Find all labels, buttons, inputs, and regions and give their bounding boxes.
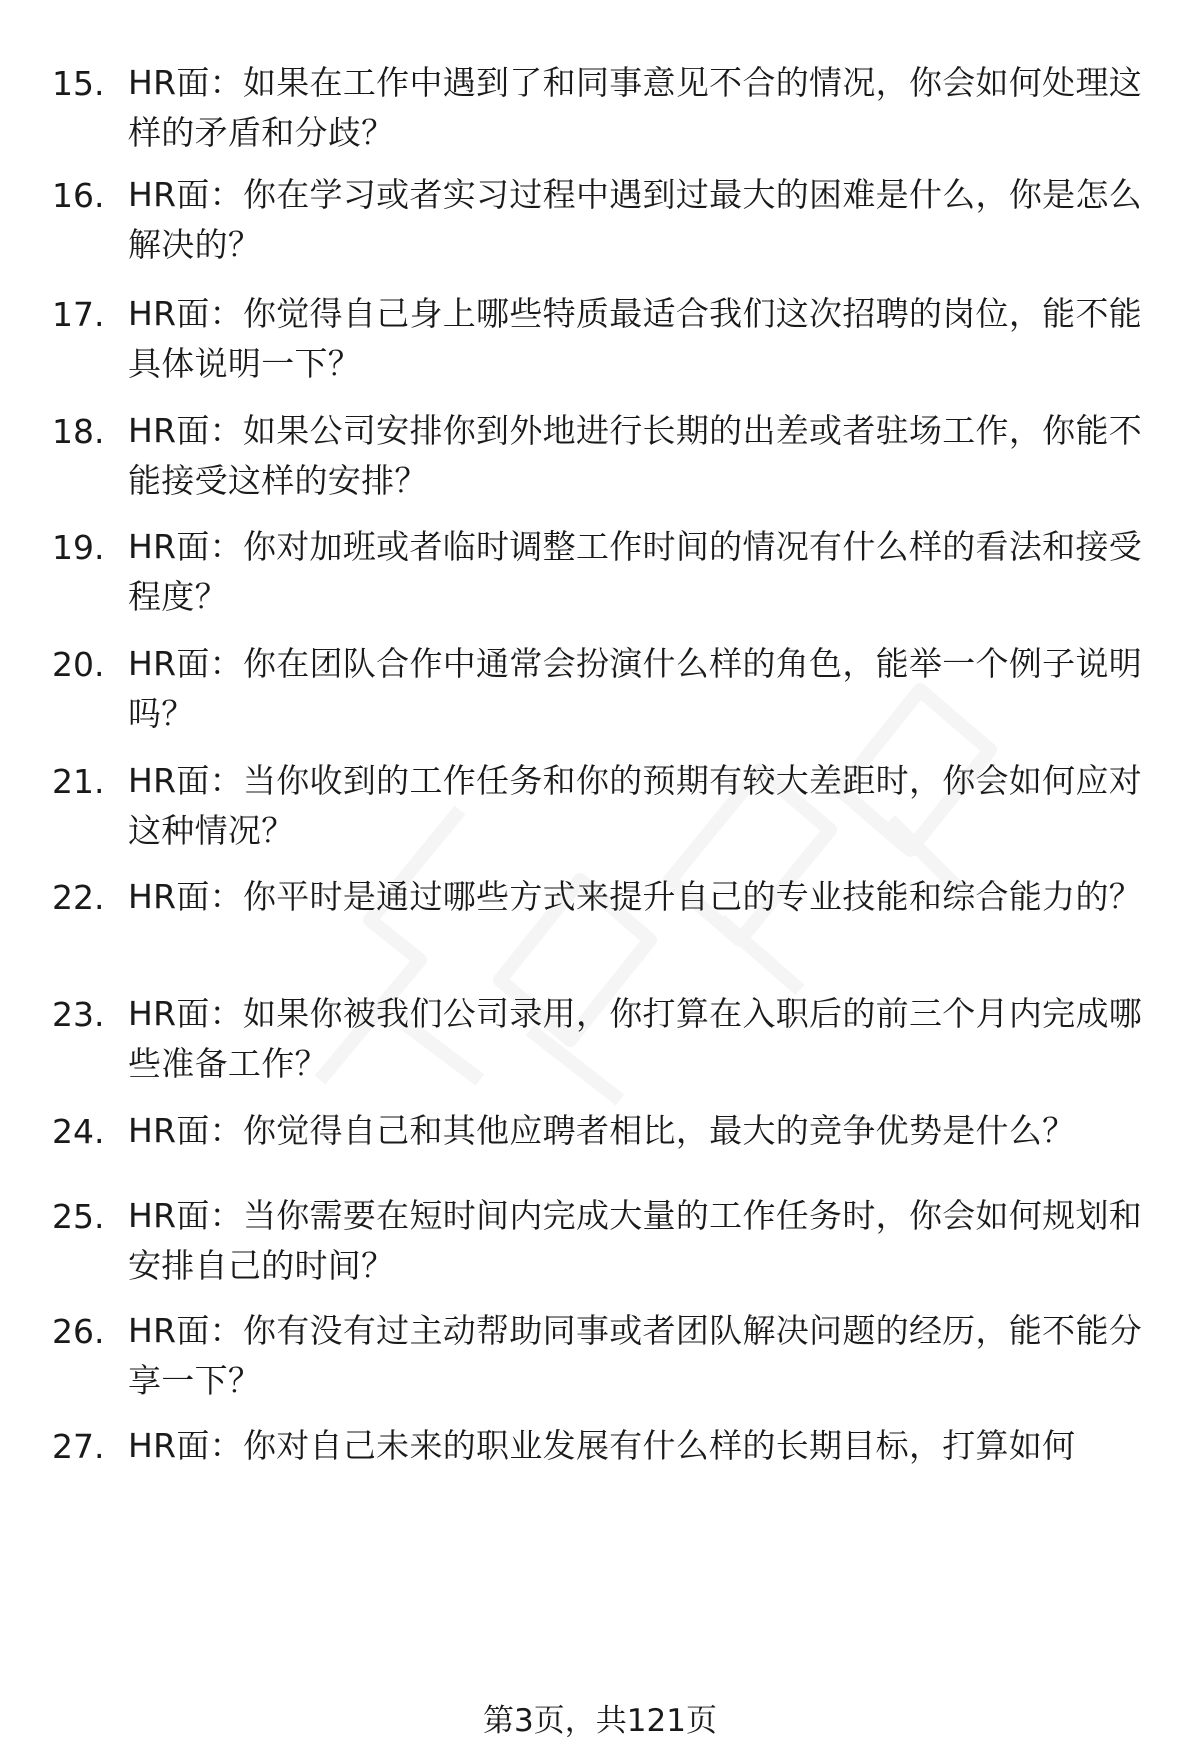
- question-text: HR面：如果在工作中遇到了和同事意见不合的情况，你会如何处理这样的矛盾和分歧？: [128, 63, 1143, 152]
- question-number: 23.: [52, 995, 105, 1034]
- question-text: HR面：当你收到的工作任务和你的预期有较大差距时，你会如何应对这种情况？: [128, 761, 1143, 850]
- question-number: 19.: [52, 528, 105, 567]
- question-text: HR面：你有没有过主动帮助同事或者团队解决问题的经历，能不能分享一下？: [128, 1311, 1143, 1400]
- question-number: 18.: [52, 412, 105, 451]
- question-item-17: [0, 289, 1200, 399]
- question-text: HR面：如果你被我们公司录用，你打算在入职后的前三个月内完成哪些准备工作？: [128, 994, 1143, 1083]
- question-number: 16.: [52, 176, 105, 215]
- question-item-22: [0, 872, 1200, 982]
- question-number: 22.: [52, 878, 105, 917]
- page-number-footer: 第3页，共121页: [483, 1703, 717, 1739]
- question-text: HR面：你在学习或者实习过程中遇到过最大的困难是什么，你是怎么解决的？: [128, 175, 1143, 264]
- question-text: HR面：你对加班或者临时调整工作时间的情况有什么样的看法和接受程度？: [128, 527, 1143, 616]
- question-text: HR面：如果公司安排你到外地进行长期的出差或者驻场工作，你能不能接受这样的安排？: [128, 411, 1143, 500]
- question-text: HR面：你觉得自己身上哪些特质最适合我们这次招聘的岗位，能不能具体说明一下？: [128, 294, 1143, 383]
- question-number: 25.: [52, 1197, 105, 1236]
- question-item-27: [0, 1421, 1200, 1531]
- question-number: 20.: [52, 645, 105, 684]
- question-number: 17.: [52, 295, 105, 334]
- question-number: 27.: [52, 1427, 105, 1466]
- question-text: HR面：你觉得自己和其他应聘者相比，最大的竞争优势是什么？: [128, 1111, 1076, 1150]
- question-number: 21.: [52, 762, 105, 801]
- question-text: HR面：当你需要在短时间内完成大量的工作任务时，你会如何规划和安排自己的时间？: [128, 1196, 1143, 1285]
- question-number: 24.: [52, 1112, 105, 1151]
- question-item-18: [0, 406, 1200, 516]
- question-item-23: [0, 989, 1200, 1099]
- question-number: 15.: [52, 64, 105, 103]
- question-item-15: [0, 58, 1200, 168]
- question-text: HR面：你在团队合作中通常会扮演什么样的角色，能举一个例子说明吗？: [128, 644, 1143, 733]
- question-item-16: [0, 170, 1200, 280]
- question-item-19: [0, 522, 1200, 632]
- question-item-25: [0, 1191, 1200, 1301]
- question-item-20: [0, 639, 1200, 749]
- question-text: HR面：你对自己未来的职业发展有什么样的长期目标，打算如何: [128, 1426, 1076, 1465]
- question-item-21: [0, 756, 1200, 866]
- question-number: 26.: [52, 1312, 105, 1351]
- question-item-26: [0, 1306, 1200, 1416]
- question-text: HR面：你平时是通过哪些方式来提升自己的专业技能和综合能力的？: [128, 877, 1143, 916]
